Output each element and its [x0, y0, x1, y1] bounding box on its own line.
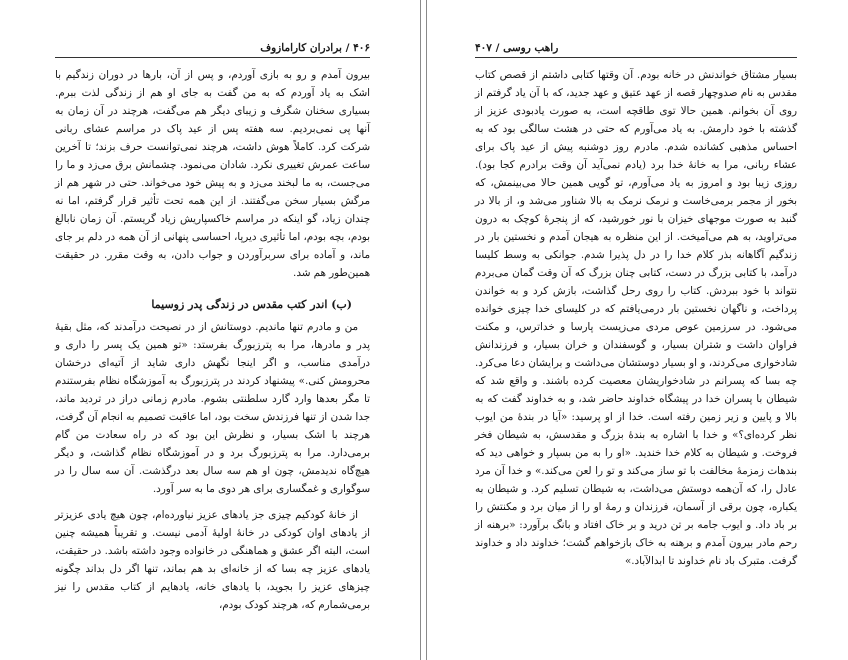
section-title: (ب) اندر کتب مقدس در زندگی پدر زوسیما [151, 298, 352, 311]
right-page [426, 0, 848, 660]
right-paragraph-1: بسیار مشتاق خواندنش در خانه بودم. آن وقتها کتابی داشتم از قصص کتاب مقدس به نام صدوچهار قصه از عهد عتیق و عهد جدید، که با آن یاد گرفتم از روی آن بخوانم. همین حالا توی طاقچه است، به صورت یادبودی عزیز از گذشته با خود دارمش. به یاد می‌آورم که حتی در هشت سالگی بود که به احساس مذهبی کشانده شدم. مادرم روز دوشنبه پیش از عید پاک برای عشاء ربانی، مرا به خانهٔ خدا برد (یادم نمی‌آید آن وقت برادرم کجا بود). روزی زیبا بود و امروز به یاد می‌آورم، تو گویی همین حالا می‌بینمش، که بخور از مجمر برمی‌خاست و نرمک نرمک به بالا شناور می‌شد و، از بالا در گنبد به صورت موجهای خیزان با نور خورشید، که از پنجرهٔ کوچک به درون می‌تراوید، به هم می‌آمیخت. از این منظره به هیجان آمدم و نخستین بار در زندگیم آگاهانه بذر کلام خدا را در دل پذیرا شدم. جوانکی به وسط کلیسا درآمد، با کتابی بزرگ در دست، کتابی چنان بزرگ که آن وقت گمان می‌بردم نتواند با خود ببردش. کتاب را روی رحل گذاشت، بازش کرد و به خواندن پرداخت، و ناگهان نخستین بار درمی‌یافتم که در کلیسای خدا چیزی خوانده می‌شود. در سرزمین عوص مردی می‌زیست پارسا و خداترس، و مکنت فراوان داشت و شتران بسیار، و گوسفندان و خران بسیار، و فرزندانش شادخواری می‌کردند، و او بسیار دوستشان می‌داشت و برایشان دعا می‌کرد. چه بسا که پسرانم در شادخواریشان معصیت کرده باشند. و واقع شد که شیطان با پسران خدا در پیشگاه خداوند حاضر شد، و به خداوند گفت که به بالا و پایین و زیر زمین رفته است. خدا از او پرسید: «آیا در بندهٔ من ایوب نظر کرده‌ای؟» و خدا با اشاره به بندهٔ بزرگ و مقدسش، به شیطان فخر فروخت. و شیطان به کلام خدا خندید. «او را به من بسپار و خواهی دید که بندهات زمزمهٔ مخالفت با تو ساز می‌کند و تو را لعن می‌کند.» و خدا آن مرد عادل را، که آن‌همه دوستش می‌داشت، به شیطان تسلیم کرد. و شیطان به یکباره، چون برقی از آسمان، فرزندان و رمهٔ او را از میان برد و مکنتش را بر باد داد. و ایوب جامه بر تن درید و بر خاک افتاد و بانگ برآورد: «برهنه از رحم مادر بیرون آمدم و برهنه به خاک بازخواهم گشت؛ خداوند داد و خداوند گرفت. متبرک باد نام خداوند تا ابدالآباد.» [475, 69, 797, 567]
right-book-title: راهب روسی [503, 42, 559, 54]
left-page-number: ۴۰۶ [353, 42, 370, 54]
left-book-title: برادران کارامازوف [260, 42, 342, 54]
right-page-header-text [475, 42, 558, 54]
left-paragraph-1: بیرون آمدم و رو به بازی آوردم، و پس از آن، بارها در دوران زندگیم با اشک به یاد آوردم که به من گفت به جای او هم از زندگی لذت ببرم. بسیاری سخنان شگرف و زیبای دیگر هم می‌گفت، هرچند در آن زمان به آنها پی نمی‌بردیم. سه هفته پس از عید پاک در مراسم عشای ربانی شرکت کرد. کاملاً هوش داشت، هرچند نمی‌توانست حرف بزند؛ تا آخرین ساعت عمرش تغییری نکرد. شادان می‌نمود. چشمانش برق می‌زد و ما را می‌جست، به ما لبخند می‌زد و به پیش خود می‌خواند. حتی در شهر هم از مرگش بسیار سخن می‌گفتند. از این همه تحت تأثیر قرار گرفتم، اما نه چندان زیاد، گو اینکه در مراسم خاکسپاریش زیاد گریستم. آن زمان نابالغ بودم، بچه بودم، اما تأثیری دیرپا، احساسی پنهانی از آن همه در دلم بر جای ماند، و آماده برای سربرآوردن و جواب دادن، به وقت مقرر. در حقیقت همین‌طور هم شد. [55, 69, 370, 279]
left-paragraph-3: از خانهٔ کودکیم چیزی جز یادهای عزیز نیاورده‌ام، چون هیچ یادی عزیزتر از یادهای اوان کودکی در خانهٔ اولیهٔ آدمی نیست. و تقریباً همیشه چنین است، البته اگر عشق و هماهنگی در خانواده وجود داشته باشد. در حقیقت، یادهای عزیز چه بسا که از خانه‌ای بد هم بماند، تنها اگر دل بداند چگونه چیزهای عزیز را بجوید، با یادهای خانه، یادهایم از کتاب مقدس را نیز برمی‌شمارم که، هرچند کودک بودم، [55, 509, 370, 611]
right-header-separator: / [495, 42, 500, 54]
left-page-body [55, 66, 370, 614]
right-page-number: ۴۰۷ [475, 42, 492, 54]
right-page-body [475, 66, 797, 570]
left-header-rule [55, 57, 370, 58]
left-page-header-text [260, 42, 370, 54]
left-page [0, 0, 421, 660]
left-page-header [55, 40, 370, 56]
right-page-header [475, 40, 797, 56]
left-header-separator: / [345, 42, 350, 54]
left-paragraph-2: من و مادرم تنها ماندیم. دوستانش از در نصیحت درآمدند که، مثل بقیهٔ پدر و مادرها، مرا به پترزبورگ بفرستد: «تو همین یک پسر را داری و درآمدی مناسب، و اگر اینجا نگهش داری شاید از آتیه‌ای درخشان محرومش کنی.» پیشنهاد کردند در پترزبورگ به آموزشگاه نظام بفرستندم تا مگر بعدها وارد گارد سلطنتی بشوم. مادرم زمانی دراز در تردید ماند، جدا شدن از تنها فرزندش سخت بود، اما عاقبت تصمیم به انجام آن گرفت، هرچند با اشک بسیار، و نظرش این بود که در راه سعادت من گام برمی‌دارد. مرا به پترزبورگ برد و در آموزشگاه نظام گذاشت، و دیگر هیچ‌گاه ندیدمش، چون او هم سه سال بعد درگذشت. آن سه سال را در سوگواری و غمگساری برای هر دوی ما به سر آورد. [55, 321, 370, 495]
right-header-rule [475, 57, 797, 58]
